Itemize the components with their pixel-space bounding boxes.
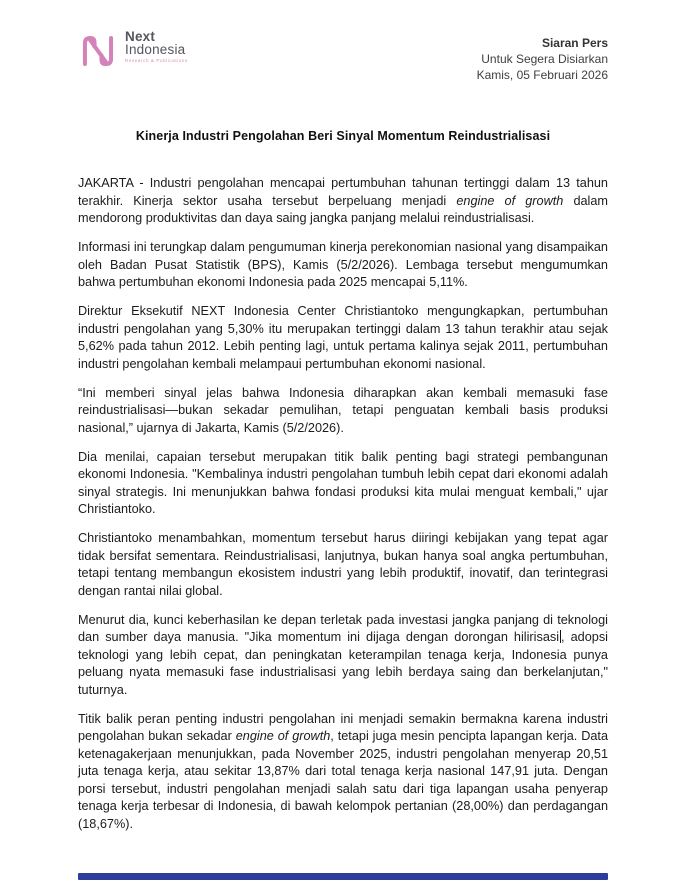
body-paragraph[interactable]: [78, 530, 608, 600]
brand-logo-text: [125, 30, 188, 63]
body-paragraph[interactable]: [78, 239, 608, 292]
body-paragraph[interactable]: [78, 711, 608, 834]
text-run: Informasi ini terungkap dalam pengumuman kinerja perekonomian nasional yang disampaikan oleh Badan Pusat Statistik (BPS), Kamis (5/2/2026). Lembaga tersebut mengumumkan bahwa pertumbuhan ekonomi Indonesia pada 2025 mencapai 5,11%.: [78, 240, 608, 289]
text-run: “Ini memberi sinyal jelas bahwa Indonesia diharapkan akan kembali memasuki fase reindustrialisasi—bukan sekadar pemulihan, tetapi penguatan kembali basis produksi nasional,” ujarnya di Jakarta, Kamis (5/2/2026).: [78, 385, 608, 435]
release-date: Kamis, 05 Februari 2026: [476, 68, 608, 82]
text-run: Christiantoko menambahkan, momentum tersebut harus diiringi kebijakan yang tepat agar tidak bersifat sementara. Reindustrialisasi, lanjutnya, bukan hanya soal angka pertumbuhan, tetapi tentang membangun ekosistem industri yang lebih produktif, inovatif, dan terintegrasi dengan rantai nilai global.: [78, 531, 608, 598]
text-run: JAKARTA - Industri pengolahan mencapai pertumbuhan tahunan tertinggi dalam 13 tahun terakhir. Kinerja sektor usaha tersebut berpeluang menjadi: [78, 176, 608, 208]
doc-type-label: Siaran Pers: [541, 36, 608, 50]
body-paragraph[interactable]: [78, 385, 608, 438]
body-paragraph[interactable]: [78, 303, 608, 373]
release-meta: [477, 30, 608, 83]
body-paragraph[interactable]: [78, 175, 608, 228]
brand-name-line1: Next: [125, 29, 156, 44]
footer-accent-bar: [78, 873, 608, 880]
body-paragraph[interactable]: [78, 612, 608, 700]
distribution-note: Untuk Segera Disiarkan: [481, 52, 608, 66]
text-run: Menurut dia, kunci keberhasilan ke depan terletak pada investasi jangka panjang di teknologi dan sumber daya manusia. "Jika momentum ini dijaga dengan dorongan hilirisasi: [78, 612, 608, 644]
brand-name-line2: Indonesia: [125, 42, 186, 57]
text-run: Titik balik peran penting industri pengolahan ini menjadi semakin bermakna karena industri pengolahan bukan sekadar: [78, 711, 608, 743]
text-run: engine of growth: [456, 193, 564, 208]
n-mark-gradient-icon: [78, 30, 118, 71]
text-run: dalam mendorong produktivitas dan daya saing jangka panjang melalui reindustrialisasi.: [78, 193, 608, 225]
text-run: , adopsi teknologi yang lebih cepat, dan peningkatan keterampilan tenaga kerja, Indonesia punya peluang nyata memasuki fase industrialisasi yang lebih berdaya saing dan berkelanjutan," tuturnya.: [78, 630, 609, 697]
document-title: Kinerja Industri Pengolahan Beri Sinyal Momentum Reindustrialisasi: [135, 129, 551, 143]
text-run: engine of growth: [235, 729, 331, 743]
page-header: [78, 30, 608, 83]
brand-tagline: Research & Publications: [125, 57, 188, 63]
body-paragraph[interactable]: [78, 449, 608, 519]
body-text[interactable]: [78, 175, 608, 833]
text-run: , tetapi juga mesin pencipta lapangan kerja. Data ketenagakerjaan menunjukkan, pada November 2025, industri pengolahan menyerap 20,51 juta tenaga kerja, atau sekitar 13,87% dari total tenaga kerja nasional 147,91 juta. Dengan porsi tersebut, industri pengolahan menjadi salah satu dari tiga lapangan usaha penyerap tenaga kerja terbesar di Indonesia, di bawah kelompok pertanian (28,00%) dan perdagangan (18,67%).: [78, 729, 608, 831]
text-run: Dia menilai, capaian tersebut merupakan titik balik penting bagi strategi pembangunan ekonomi Indonesia. "Kembalinya industri pengolahan tumbuh lebih cepat dari ekonomi adalah sinyal strategis. Ini menunjukkan bahwa fondasi produksi kita mulai menguat kembali," ujar Christiantoko.: [78, 449, 608, 516]
text-run: Direktur Eksekutif NEXT Indonesia Center Christiantoko mengungkapkan, pertumbuhan industri pengolahan yang 5,30% itu merupakan tertinggi dalam 13 tahun terakhir atau sejak 5,62% pada tahun 2012. Lebih penting lagi, untuk pertama kalinya sejak 2011, pertumbuhan industri pengolahan kembali melampaui pertumbuhan ekonomi nasional.: [78, 304, 608, 371]
brand-logo: [78, 30, 188, 71]
